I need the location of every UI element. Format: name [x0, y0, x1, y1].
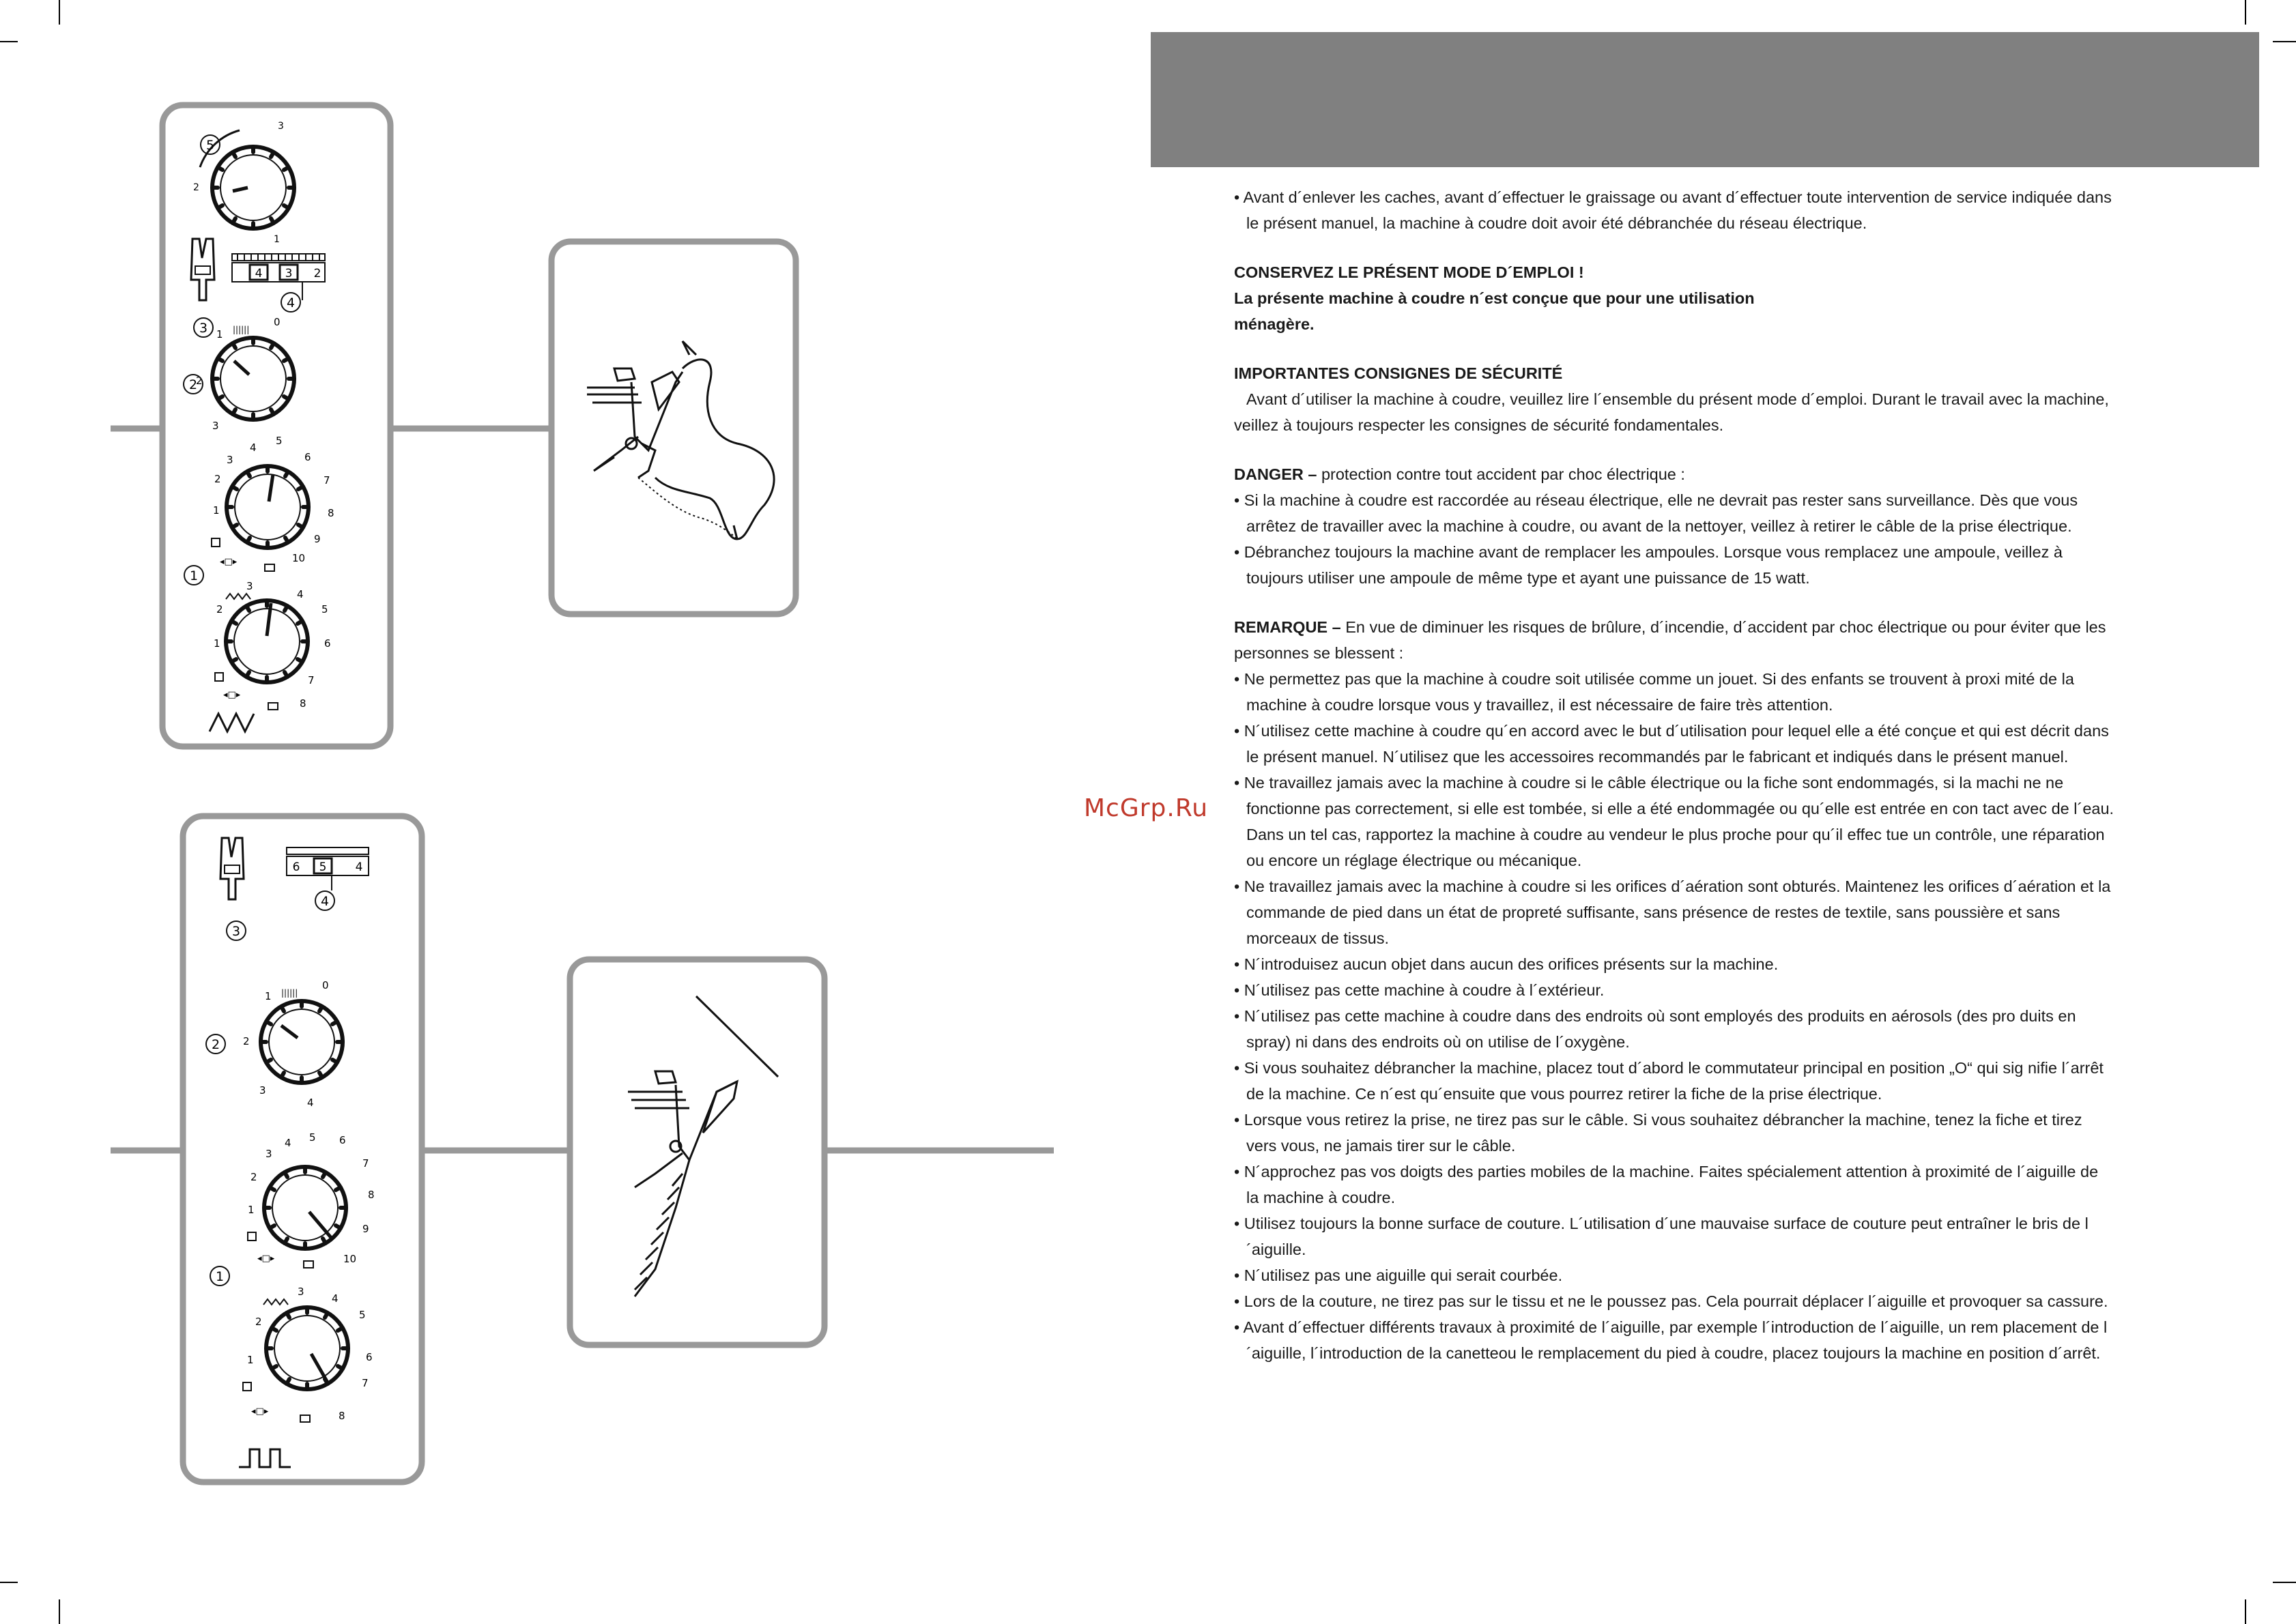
gauge-cell: 4	[355, 860, 363, 874]
tick-label: 10	[343, 1253, 357, 1265]
bullet-paragraph: • Avant d´effectuer différents travaux à proximité de l´aiguille, par exemple l´introduction de l´aiguille, un rem placement de l´aiguille, l´introduction de la canetteou le remplacement du pied à coudre, placez toujours la machine en position d´arrêt.	[1234, 1318, 2108, 1362]
tick-label: 1	[216, 328, 223, 340]
bullet-paragraph: • Si vous souhaitez débrancher la machine, placez tout d´abord le commutateur principal en position „O“ qui sig nifie l´arrêt de la machine. Ce n´est qu´ensuite que vous pourrez retirer la fiche de la prise électrique.	[1234, 1059, 2104, 1103]
bullet-paragraph: • N´approchez pas vos doigts des parties mobiles de la machine. Faites spécialement attention à proximité de l´aiguille de la machine à coudre.	[1234, 1163, 2099, 1206]
tick-label: 1	[213, 504, 220, 517]
remark-heading: REMARQUE – En vue de diminuer les risques de brûlure, d´incendie, d´accident par choc électrique ou pour éviter que les personnes se blessent :	[1234, 618, 2106, 662]
header-bar	[1151, 32, 2259, 167]
tick-label: ◂□▸	[257, 1253, 275, 1264]
tick-label: ◂□▸	[251, 1406, 269, 1417]
gauge-cell: 3	[285, 267, 293, 280]
tick-label: 4	[285, 1137, 291, 1149]
bullet-paragraph: • Ne travaillez jamais avec la machine à coudre si le câble électrique ou la fiche sont endommagés, si la machi ne ne fonctionne pas correctement, si elle est tombée, si elle a été endommagée ou qu´elle est entrée en con tact avec de l´eau. Dans un tel cas, rapportez la machine à coudre au vendeur le plus proche pour qu´il effec tue un contrôle, une réparation ou encore un réglage électrique ou mécanique.	[1234, 774, 2114, 869]
tick-label: 9	[362, 1223, 369, 1235]
tick-label: 3	[266, 1148, 272, 1160]
tick-label: 6	[324, 637, 331, 650]
tick-label: 3	[246, 580, 253, 592]
tick-label: 3	[298, 1286, 304, 1298]
tick-label: 5	[309, 1131, 316, 1144]
gauge-cell: 6	[292, 860, 300, 874]
bullet-paragraph: • N´utilisez pas une aiguille qui serait courbée.	[1234, 1266, 1563, 1284]
section-heading: CONSERVEZ LE PRÉSENT MODE D´EMPLOI !	[1234, 263, 1584, 281]
callout-number: 2	[188, 377, 198, 392]
crop-mark	[2245, 0, 2246, 25]
tick-label: ||||||	[233, 325, 250, 334]
tick-label: 2	[243, 1035, 250, 1047]
tick-label: 6	[304, 451, 311, 463]
tick-label: 1	[247, 1354, 254, 1366]
bullet-paragraph: • N´utilisez pas cette machine à coudre à l´extérieur.	[1234, 981, 1605, 999]
tick-label: 1	[214, 637, 220, 650]
tick-label: 7	[362, 1157, 369, 1170]
bullet-paragraph: • Ne permettez pas que la machine à coudre soit utilisée comme un jouet. Si des enfants se trouvent à proxi mité de la machine à coudre lorsque vous y travaillez, il est nécessaire de faire très attention.	[1234, 670, 2074, 714]
callout-number: 4	[320, 894, 330, 909]
callout-number: 1	[215, 1269, 225, 1284]
illustration-frame	[570, 959, 824, 1345]
tick-label: 0	[322, 979, 329, 991]
tick-label: 1	[274, 234, 280, 245]
gauge-cell: 2	[313, 267, 321, 280]
callout-number: 5	[205, 138, 215, 153]
tick-label: 6	[366, 1351, 373, 1363]
bullet-paragraph: • N´introduisez aucun objet dans aucun des orifices présents sur la machine.	[1234, 955, 1779, 973]
tick-label: 8	[339, 1410, 345, 1422]
callout-number: 4	[286, 295, 296, 310]
callout-number: 2	[211, 1037, 220, 1052]
tick-label: 1	[248, 1204, 255, 1216]
bullet-paragraph: • Avant d´enlever les caches, avant d´effectuer le graissage ou avant d´effectuer toute intervention de service indiquée dans le présent manuel, la machine à coudre doit avoir été débranchée du réseau électrique.	[1234, 188, 2112, 232]
tick-label: ||||||	[281, 988, 298, 998]
tick-label: 5	[359, 1309, 366, 1321]
tick-label: 5	[321, 603, 328, 615]
crop-mark	[2273, 1582, 2296, 1583]
callout-number: 3	[231, 924, 241, 939]
tick-label: 2	[214, 473, 221, 485]
tick-label: 8	[368, 1189, 375, 1201]
gauge-cell: 4	[255, 267, 263, 280]
tick-label: 7	[362, 1377, 369, 1389]
section-heading: IMPORTANTES CONSIGNES DE SÉCURITÉ	[1234, 364, 1563, 382]
bullet-paragraph: • N´utilisez cette machine à coudre qu´en accord avec le but d´utilisation pour lequel elle a été conçue et qui est décrit dans le présent manuel. N´utilisez que les accessoires recommandés par le fabricant et indiqués dans le présent manuel.	[1234, 722, 2109, 766]
bullet-paragraph: • Utilisez toujours la bonne surface de couture. L´utilisation d´une mauvaise surface de couture peut entraîner le bris de l´aiguille.	[1234, 1215, 2089, 1258]
gauge-cell: 5	[319, 860, 327, 874]
watermark: McGrp.Ru	[1084, 794, 1209, 822]
paragraph: Avant d´utiliser la machine à coudre, veuillez lire l´ensemble du présent mode d´emploi. Durant le travail avec la machine, veillez à toujours respecter les consignes de sécurité fondamentales.	[1234, 390, 2109, 434]
top-control-panel	[111, 105, 551, 746]
tick-label: 2	[196, 375, 203, 387]
crop-mark	[2245, 1599, 2246, 1624]
tick-label: ◂□▸	[223, 690, 241, 700]
tick-label: 2	[255, 1316, 262, 1328]
tick-label: 2	[193, 182, 199, 193]
tick-label: 0	[274, 316, 281, 328]
tick-label: 9	[314, 533, 321, 545]
tick-label: 5	[276, 435, 283, 447]
callout-number: 3	[199, 321, 208, 336]
bullet-paragraph: • Débranchez toujours la machine avant de remplacer les ampoules. Lorsque vous remplacez une ampoule, veillez à toujours utiliser une ampoule de même type et ayant une puissance de 15 watt.	[1234, 543, 2063, 587]
bottom-sewing-illustration	[570, 959, 824, 1345]
tick-label: 1	[265, 990, 272, 1002]
tick-label: 3	[259, 1084, 266, 1097]
bullet-paragraph: • Lorsque vous retirez la prise, ne tirez pas sur le câble. Si vous souhaitez débrancher la machine, tenez la fiche et tirez vers vous, ne jamais tirer sur le câble.	[1234, 1111, 2082, 1155]
tick-label: 3	[278, 121, 284, 132]
tick-label: 4	[307, 1097, 314, 1109]
household-note: La présente machine à coudre n´est conçue que pour une utilisation ménagère.	[1234, 289, 1755, 333]
tick-label: 10	[292, 552, 306, 564]
tick-label: 3	[212, 420, 219, 432]
tick-label: 3	[227, 454, 233, 466]
callout-number: 1	[189, 568, 199, 583]
bullet-paragraph: • Lors de la couture, ne tirez pas sur le tissu et ne le poussez pas. Cela pourrait déplacer l´aiguille et provoquer sa cassure.	[1234, 1292, 2108, 1310]
tick-label: 7	[308, 674, 315, 686]
danger-heading: DANGER – protection contre tout accident par choc électrique :	[1234, 465, 1685, 483]
tick-label: 2	[250, 1171, 257, 1183]
safety-text	[1234, 184, 2114, 1366]
tick-label: 6	[339, 1134, 346, 1146]
illustration-frame	[551, 242, 796, 614]
crop-mark	[2273, 41, 2296, 42]
tick-label: 8	[328, 507, 334, 519]
bullet-paragraph: • Ne travaillez jamais avec la machine à coudre si les orifices d´aération sont obturés. Maintenez les orifices d´aération et la commande de pied dans un état de propreté suffisante, sans présence de restes de textile, sans poussière et sans morceaux de tissus.	[1234, 878, 2111, 947]
tick-label: ◂□▸	[220, 557, 238, 567]
bullet-paragraph: • N´utilisez pas cette machine à coudre dans des endroits où sont employés des produits en aérosols (des pro duits en spray) ni dans des endroits où on utilise de l´oxygène.	[1234, 1007, 2076, 1051]
tick-label: 4	[250, 441, 257, 454]
tick-label: 4	[332, 1292, 339, 1305]
top-sewing-illustration	[551, 242, 796, 614]
tick-label: 7	[324, 474, 330, 487]
tick-label: 8	[300, 697, 306, 710]
tick-label: 4	[297, 588, 304, 600]
bullet-paragraph: • Si la machine à coudre est raccordée au réseau électrique, elle ne devrait pas rester sans surveillance. Dès que vous arrêtez de travailler avec la machine à coudre, ou avant de la nettoyer, veillez à retirer le câble de la prise électrique.	[1234, 491, 2078, 535]
tick-label: 2	[216, 603, 223, 615]
